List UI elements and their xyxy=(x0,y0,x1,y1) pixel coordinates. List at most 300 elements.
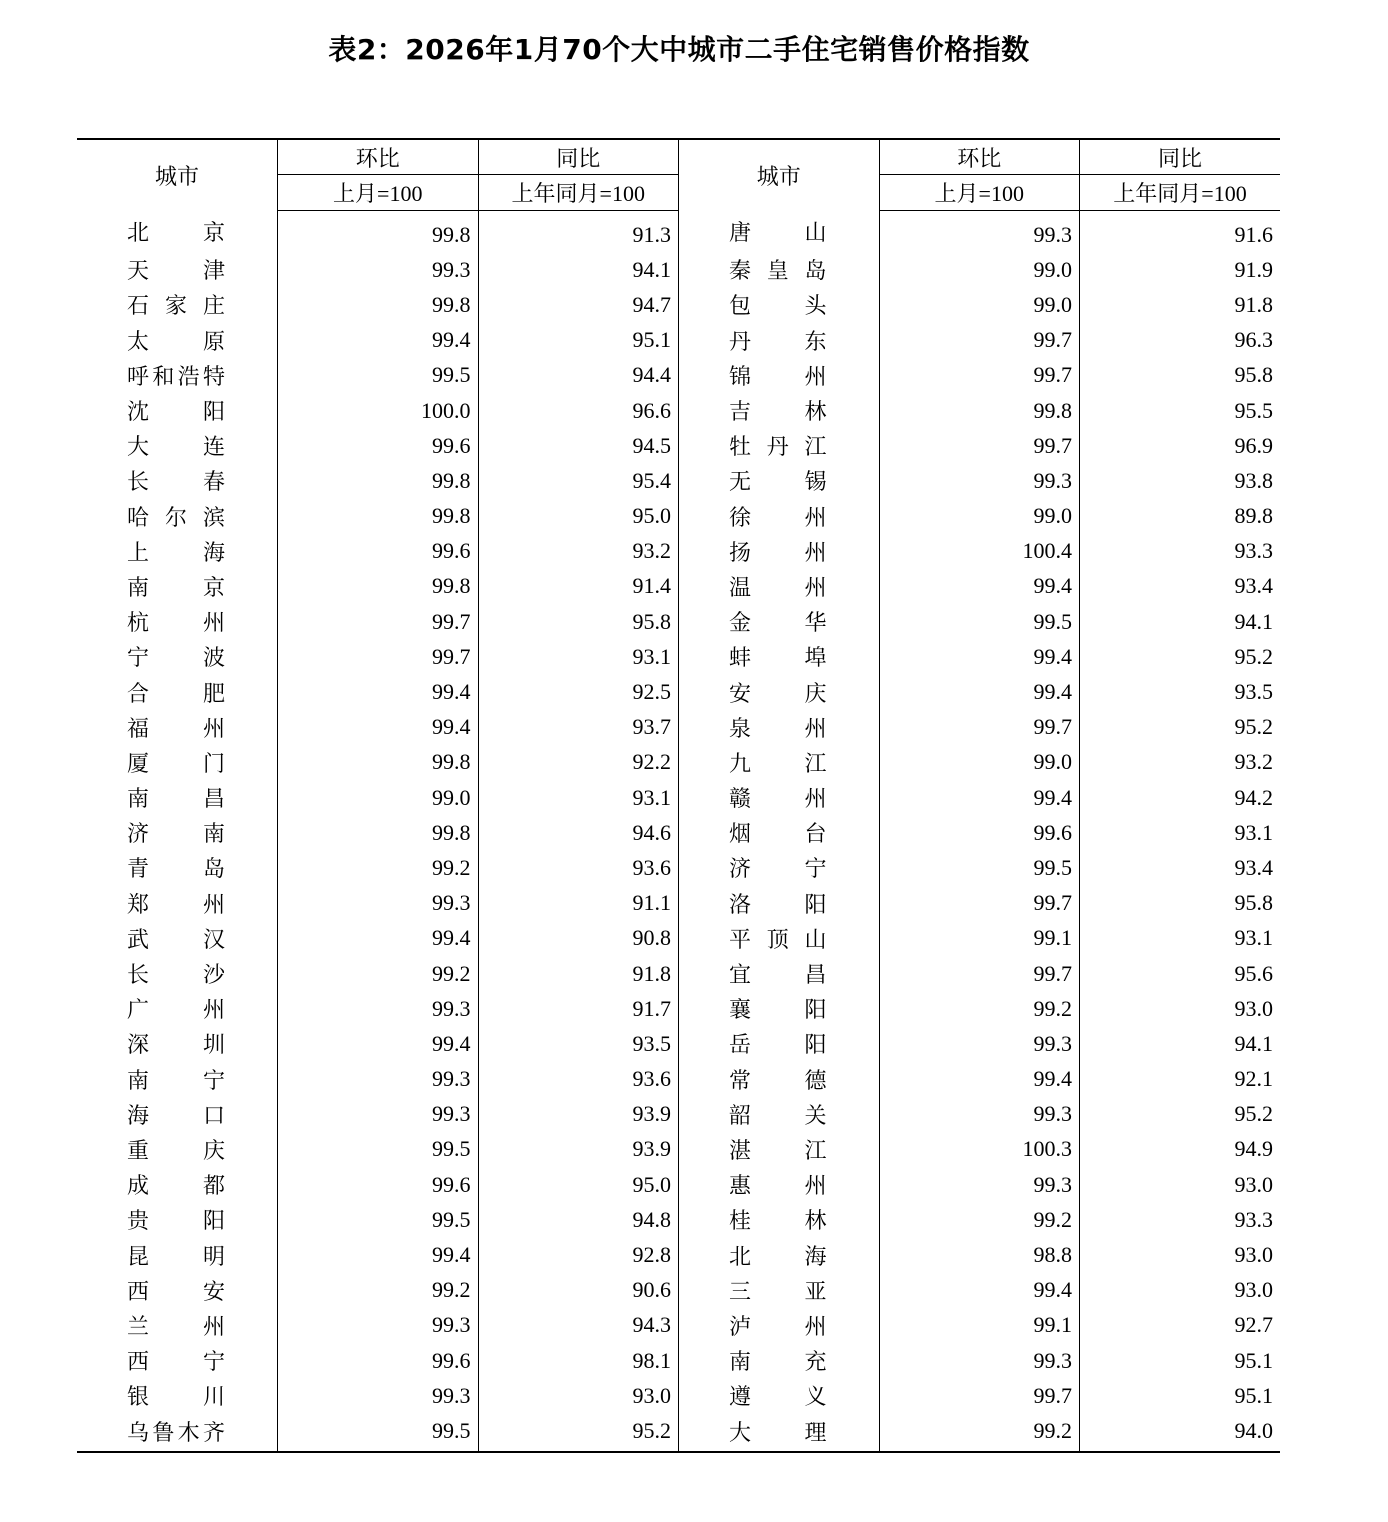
city-name-left xyxy=(77,886,278,921)
city-name-left xyxy=(77,1062,278,1097)
city-label: 西安 xyxy=(127,1279,225,1305)
city-name-right xyxy=(679,393,880,428)
table-row xyxy=(77,1343,1280,1378)
city-name-left xyxy=(77,1308,278,1343)
city-label: 太原 xyxy=(127,329,225,355)
yoy-value-right: 94.0 xyxy=(1080,1413,1281,1451)
city-label: 成都 xyxy=(127,1174,225,1200)
yoy-value-right: 93.8 xyxy=(1080,463,1281,498)
mom-value-left: 99.4 xyxy=(278,1026,479,1061)
table-row xyxy=(77,1308,1280,1343)
mom-value-right: 99.3 xyxy=(879,1343,1080,1378)
yoy-value-right: 95.6 xyxy=(1080,956,1281,991)
city-label: 宁波 xyxy=(127,646,225,672)
city-name-right xyxy=(679,780,880,815)
mom-value-left: 99.8 xyxy=(278,287,479,322)
city-label: 长春 xyxy=(127,470,225,496)
header-mom-right: 环比 xyxy=(879,139,1080,175)
mom-value-left: 99.6 xyxy=(278,1343,479,1378)
city-name-left xyxy=(77,499,278,534)
yoy-value-left: 91.7 xyxy=(478,991,679,1026)
city-label: 南充 xyxy=(729,1350,827,1376)
mom-value-right: 99.2 xyxy=(879,1413,1080,1451)
city-label: 广州 xyxy=(127,998,225,1024)
city-name-right xyxy=(679,1202,880,1237)
city-label: 济南 xyxy=(127,822,225,848)
city-label: 呼和浩特 xyxy=(127,364,225,390)
city-label: 包头 xyxy=(729,294,827,320)
city-label: 秦皇岛 xyxy=(729,259,827,285)
yoy-value-right: 95.1 xyxy=(1080,1378,1281,1413)
table-row xyxy=(77,463,1280,498)
yoy-value-right: 93.4 xyxy=(1080,850,1281,885)
yoy-value-left: 96.6 xyxy=(478,393,679,428)
yoy-value-right: 95.1 xyxy=(1080,1343,1281,1378)
table-row xyxy=(77,1378,1280,1413)
table-row xyxy=(77,1132,1280,1167)
mom-value-right: 99.4 xyxy=(879,674,1080,709)
mom-value-right: 99.0 xyxy=(879,252,1080,287)
table-row xyxy=(77,1097,1280,1132)
city-name-left xyxy=(77,393,278,428)
city-label: 乌鲁木齐 xyxy=(127,1421,225,1447)
mom-value-left: 99.5 xyxy=(278,1413,479,1451)
yoy-value-left: 93.0 xyxy=(478,1378,679,1413)
mom-value-left: 99.6 xyxy=(278,1167,479,1202)
yoy-value-right: 94.9 xyxy=(1080,1132,1281,1167)
header-yoy-left: 同比 xyxy=(478,139,679,175)
city-name-right xyxy=(679,499,880,534)
city-label: 南京 xyxy=(127,575,225,601)
mom-value-right: 99.7 xyxy=(879,428,1080,463)
yoy-value-left: 94.3 xyxy=(478,1308,679,1343)
city-name-right xyxy=(679,1413,880,1451)
city-name-right xyxy=(679,886,880,921)
city-label: 岳阳 xyxy=(729,1033,827,1059)
table-row xyxy=(77,1273,1280,1308)
table-row xyxy=(77,674,1280,709)
city-name-left xyxy=(77,1202,278,1237)
city-name-right xyxy=(679,850,880,885)
mom-value-right: 99.3 xyxy=(879,211,1080,253)
table-row xyxy=(77,1062,1280,1097)
city-name-right xyxy=(679,1378,880,1413)
city-label: 牡丹江 xyxy=(729,435,827,461)
city-label: 济宁 xyxy=(729,857,827,883)
city-name-left xyxy=(77,1097,278,1132)
city-label: 长沙 xyxy=(127,963,225,989)
city-label: 遵义 xyxy=(729,1385,827,1411)
yoy-value-right: 93.0 xyxy=(1080,1167,1281,1202)
city-label: 泸州 xyxy=(729,1314,827,1340)
yoy-value-right: 94.2 xyxy=(1080,780,1281,815)
header-city-left: 城市 xyxy=(154,164,199,190)
mom-value-left: 99.4 xyxy=(278,710,479,745)
page-title: 表2：2026年1月70个大中城市二手住宅销售价格指数 xyxy=(328,33,1030,66)
yoy-value-left: 92.2 xyxy=(478,745,679,780)
city-name-left xyxy=(77,710,278,745)
city-name-right xyxy=(679,1237,880,1272)
city-name-left xyxy=(77,1132,278,1167)
mom-value-right: 99.4 xyxy=(879,1062,1080,1097)
mom-value-left: 99.2 xyxy=(278,956,479,991)
yoy-value-right: 91.9 xyxy=(1080,252,1281,287)
city-name-left xyxy=(77,1378,278,1413)
header-mom-base-right: 上月=100 xyxy=(879,175,1080,211)
mom-value-right: 99.3 xyxy=(879,1097,1080,1132)
city-label: 平顶山 xyxy=(729,927,827,953)
mom-value-left: 99.4 xyxy=(278,1237,479,1272)
city-name-left xyxy=(77,1026,278,1061)
price-index-table xyxy=(77,138,1280,1453)
city-name-right xyxy=(679,639,880,674)
city-label: 沈阳 xyxy=(127,400,225,426)
mom-value-left: 99.2 xyxy=(278,1273,479,1308)
city-name-left xyxy=(77,463,278,498)
city-label: 南昌 xyxy=(127,787,225,813)
table-row xyxy=(77,1413,1280,1451)
mom-value-left: 99.3 xyxy=(278,1378,479,1413)
mom-value-right: 100.4 xyxy=(879,534,1080,569)
mom-value-right: 99.5 xyxy=(879,604,1080,639)
yoy-value-right: 91.6 xyxy=(1080,211,1281,253)
mom-value-left: 99.3 xyxy=(278,252,479,287)
table-row xyxy=(77,393,1280,428)
table-row xyxy=(77,921,1280,956)
mom-value-left: 99.3 xyxy=(278,886,479,921)
city-name-left xyxy=(77,674,278,709)
city-name-left xyxy=(77,534,278,569)
yoy-value-right: 94.1 xyxy=(1080,604,1281,639)
city-name-left xyxy=(77,323,278,358)
yoy-value-right: 95.2 xyxy=(1080,1097,1281,1132)
city-name-right xyxy=(679,358,880,393)
yoy-value-left: 94.1 xyxy=(478,252,679,287)
city-label: 西宁 xyxy=(127,1350,225,1376)
table-row xyxy=(77,850,1280,885)
city-name-right xyxy=(679,991,880,1026)
yoy-value-right: 95.8 xyxy=(1080,886,1281,921)
city-name-left xyxy=(77,1413,278,1451)
yoy-value-left: 91.3 xyxy=(478,211,679,253)
mom-value-left: 99.6 xyxy=(278,534,479,569)
header-yoy-base-right: 上年同月=100 xyxy=(1080,175,1281,211)
city-label: 大理 xyxy=(729,1421,827,1447)
city-label: 哈尔滨 xyxy=(127,505,225,531)
mom-value-right: 99.2 xyxy=(879,991,1080,1026)
mom-value-left: 99.5 xyxy=(278,1202,479,1237)
yoy-value-left: 93.1 xyxy=(478,639,679,674)
city-name-right xyxy=(679,534,880,569)
city-name-left xyxy=(77,358,278,393)
yoy-value-left: 93.9 xyxy=(478,1132,679,1167)
city-label: 上海 xyxy=(127,540,225,566)
mom-value-right: 99.3 xyxy=(879,463,1080,498)
city-label: 北海 xyxy=(729,1244,827,1270)
mom-value-right: 99.6 xyxy=(879,815,1080,850)
table-row xyxy=(77,1237,1280,1272)
city-name-left xyxy=(77,252,278,287)
yoy-value-left: 94.4 xyxy=(478,358,679,393)
header-mom-left: 环比 xyxy=(278,139,479,175)
mom-value-right: 99.0 xyxy=(879,499,1080,534)
mom-value-left: 99.4 xyxy=(278,674,479,709)
city-name-right xyxy=(679,323,880,358)
city-label: 九江 xyxy=(729,751,827,777)
mom-value-right: 99.7 xyxy=(879,956,1080,991)
city-name-right xyxy=(679,1097,880,1132)
mom-value-right: 99.7 xyxy=(879,710,1080,745)
yoy-value-right: 93.1 xyxy=(1080,815,1281,850)
yoy-value-left: 90.6 xyxy=(478,1273,679,1308)
yoy-value-right: 93.5 xyxy=(1080,674,1281,709)
city-name-right xyxy=(679,1167,880,1202)
mom-value-left: 99.7 xyxy=(278,604,479,639)
city-name-right xyxy=(679,428,880,463)
yoy-value-left: 91.8 xyxy=(478,956,679,991)
yoy-value-left: 94.8 xyxy=(478,1202,679,1237)
yoy-value-right: 89.8 xyxy=(1080,499,1281,534)
yoy-value-left: 94.6 xyxy=(478,815,679,850)
city-label: 无锡 xyxy=(729,470,827,496)
city-name-right xyxy=(679,1132,880,1167)
mom-value-left: 99.5 xyxy=(278,358,479,393)
mom-value-right: 99.7 xyxy=(879,886,1080,921)
yoy-value-left: 95.0 xyxy=(478,499,679,534)
city-name-right xyxy=(679,463,880,498)
table-row xyxy=(77,604,1280,639)
city-name-right xyxy=(679,710,880,745)
table-row xyxy=(77,428,1280,463)
city-name-left xyxy=(77,211,278,253)
city-name-right xyxy=(679,1026,880,1061)
yoy-value-left: 93.2 xyxy=(478,534,679,569)
city-name-right xyxy=(679,252,880,287)
mom-value-left: 99.7 xyxy=(278,639,479,674)
city-name-left xyxy=(77,604,278,639)
city-name-left xyxy=(77,850,278,885)
mom-value-left: 99.8 xyxy=(278,745,479,780)
yoy-value-right: 93.1 xyxy=(1080,921,1281,956)
yoy-value-left: 91.1 xyxy=(478,886,679,921)
mom-value-right: 99.7 xyxy=(879,323,1080,358)
mom-value-right: 98.8 xyxy=(879,1237,1080,1272)
yoy-value-right: 95.2 xyxy=(1080,639,1281,674)
mom-value-left: 99.6 xyxy=(278,428,479,463)
yoy-value-right: 92.1 xyxy=(1080,1062,1281,1097)
mom-value-right: 99.4 xyxy=(879,1273,1080,1308)
city-label: 兰州 xyxy=(127,1314,225,1340)
city-label: 桂林 xyxy=(729,1209,827,1235)
city-label: 常德 xyxy=(729,1068,827,1094)
city-label: 唐山 xyxy=(729,220,827,246)
table-row xyxy=(77,211,1280,253)
table-row xyxy=(77,815,1280,850)
city-name-right xyxy=(679,674,880,709)
table-row xyxy=(77,710,1280,745)
header-mom-base-left: 上月=100 xyxy=(278,175,479,211)
yoy-value-left: 95.8 xyxy=(478,604,679,639)
mom-value-right: 99.3 xyxy=(879,1026,1080,1061)
city-label: 湛江 xyxy=(729,1138,827,1164)
table-row xyxy=(77,745,1280,780)
city-label: 徐州 xyxy=(729,505,827,531)
mom-value-left: 99.8 xyxy=(278,499,479,534)
yoy-value-right: 93.4 xyxy=(1080,569,1281,604)
city-label: 洛阳 xyxy=(729,892,827,918)
mom-value-right: 99.0 xyxy=(879,287,1080,322)
table-row xyxy=(77,323,1280,358)
mom-value-right: 99.0 xyxy=(879,745,1080,780)
city-label: 韶关 xyxy=(729,1103,827,1129)
yoy-value-left: 95.1 xyxy=(478,323,679,358)
yoy-value-left: 93.5 xyxy=(478,1026,679,1061)
table-row xyxy=(77,886,1280,921)
table-row xyxy=(77,569,1280,604)
yoy-value-right: 93.2 xyxy=(1080,745,1281,780)
city-label: 宜昌 xyxy=(729,963,827,989)
yoy-value-left: 93.1 xyxy=(478,780,679,815)
city-name-right xyxy=(679,956,880,991)
mom-value-right: 99.1 xyxy=(879,1308,1080,1343)
city-label: 海口 xyxy=(127,1103,225,1129)
yoy-value-right: 95.8 xyxy=(1080,358,1281,393)
city-label: 大连 xyxy=(127,435,225,461)
city-label: 银川 xyxy=(127,1385,225,1411)
city-name-right xyxy=(679,1343,880,1378)
yoy-value-right: 93.3 xyxy=(1080,1202,1281,1237)
city-name-left xyxy=(77,428,278,463)
city-label: 北京 xyxy=(127,220,225,246)
city-name-right xyxy=(679,1062,880,1097)
city-name-left xyxy=(77,780,278,815)
mom-value-left: 99.5 xyxy=(278,1132,479,1167)
city-label: 安庆 xyxy=(729,681,827,707)
yoy-value-right: 95.5 xyxy=(1080,393,1281,428)
mom-value-left: 99.8 xyxy=(278,569,479,604)
header-yoy-right: 同比 xyxy=(1080,139,1281,175)
mom-value-left: 99.0 xyxy=(278,780,479,815)
city-name-left xyxy=(77,1167,278,1202)
table-row xyxy=(77,287,1280,322)
city-label: 青岛 xyxy=(127,857,225,883)
city-label: 惠州 xyxy=(729,1174,827,1200)
city-label: 锦州 xyxy=(729,364,827,390)
city-name-right xyxy=(679,569,880,604)
header-city-right: 城市 xyxy=(679,139,880,211)
city-label: 丹东 xyxy=(729,329,827,355)
city-label: 福州 xyxy=(127,716,225,742)
city-label: 杭州 xyxy=(127,611,225,637)
mom-value-left: 99.3 xyxy=(278,1308,479,1343)
yoy-value-left: 95.0 xyxy=(478,1167,679,1202)
yoy-value-right: 93.3 xyxy=(1080,534,1281,569)
mom-value-right: 99.5 xyxy=(879,850,1080,885)
city-label: 蚌埠 xyxy=(729,646,827,672)
yoy-value-right: 96.3 xyxy=(1080,323,1281,358)
table-row xyxy=(77,252,1280,287)
city-name-right xyxy=(679,287,880,322)
city-label: 襄阳 xyxy=(729,998,827,1024)
mom-value-right: 99.1 xyxy=(879,921,1080,956)
yoy-value-left: 91.4 xyxy=(478,569,679,604)
yoy-value-right: 94.1 xyxy=(1080,1026,1281,1061)
mom-value-left: 99.8 xyxy=(278,815,479,850)
city-label: 合肥 xyxy=(127,681,225,707)
city-label: 吉林 xyxy=(729,400,827,426)
city-label: 扬州 xyxy=(729,540,827,566)
yoy-value-left: 95.2 xyxy=(478,1413,679,1451)
mom-value-right: 99.4 xyxy=(879,569,1080,604)
mom-value-right: 99.7 xyxy=(879,358,1080,393)
yoy-value-right: 95.2 xyxy=(1080,710,1281,745)
city-label: 南宁 xyxy=(127,1068,225,1094)
mom-value-left: 100.0 xyxy=(278,393,479,428)
yoy-value-left: 92.8 xyxy=(478,1237,679,1272)
city-name-right xyxy=(679,604,880,639)
city-name-left xyxy=(77,1273,278,1308)
city-label: 金华 xyxy=(729,611,827,637)
yoy-value-left: 98.1 xyxy=(478,1343,679,1378)
mom-value-left: 99.3 xyxy=(278,1097,479,1132)
mom-value-right: 100.3 xyxy=(879,1132,1080,1167)
table-row xyxy=(77,956,1280,991)
table-row xyxy=(77,1167,1280,1202)
mom-value-right: 99.7 xyxy=(879,1378,1080,1413)
table-row xyxy=(77,1202,1280,1237)
yoy-value-left: 92.5 xyxy=(478,674,679,709)
table-row xyxy=(77,499,1280,534)
yoy-value-right: 93.0 xyxy=(1080,1273,1281,1308)
city-name-right xyxy=(679,745,880,780)
yoy-value-right: 91.8 xyxy=(1080,287,1281,322)
mom-value-left: 99.3 xyxy=(278,1062,479,1097)
city-name-left xyxy=(77,569,278,604)
yoy-value-left: 93.9 xyxy=(478,1097,679,1132)
city-label: 昆明 xyxy=(127,1244,225,1270)
mom-value-left: 99.4 xyxy=(278,323,479,358)
mom-value-right: 99.8 xyxy=(879,393,1080,428)
yoy-value-right: 93.0 xyxy=(1080,1237,1281,1272)
city-label: 重庆 xyxy=(127,1138,225,1164)
table-row xyxy=(77,991,1280,1026)
city-name-left xyxy=(77,639,278,674)
city-label: 石家庄 xyxy=(127,294,225,320)
city-name-left xyxy=(77,921,278,956)
table-row xyxy=(77,358,1280,393)
city-label: 贵阳 xyxy=(127,1209,225,1235)
city-label: 武汉 xyxy=(127,927,225,953)
city-label: 厦门 xyxy=(127,751,225,777)
yoy-value-right: 96.9 xyxy=(1080,428,1281,463)
city-label: 烟台 xyxy=(729,822,827,848)
yoy-value-right: 92.7 xyxy=(1080,1308,1281,1343)
city-name-right xyxy=(679,1308,880,1343)
city-name-left xyxy=(77,956,278,991)
yoy-value-left: 93.6 xyxy=(478,1062,679,1097)
city-name-left xyxy=(77,287,278,322)
table-row xyxy=(77,780,1280,815)
mom-value-left: 99.4 xyxy=(278,921,479,956)
table-row xyxy=(77,1026,1280,1061)
city-name-left xyxy=(77,1343,278,1378)
mom-value-left: 99.8 xyxy=(278,211,479,253)
city-label: 天津 xyxy=(127,259,225,285)
table-row xyxy=(77,534,1280,569)
yoy-value-right: 93.0 xyxy=(1080,991,1281,1026)
mom-value-left: 99.8 xyxy=(278,463,479,498)
mom-value-left: 99.2 xyxy=(278,850,479,885)
